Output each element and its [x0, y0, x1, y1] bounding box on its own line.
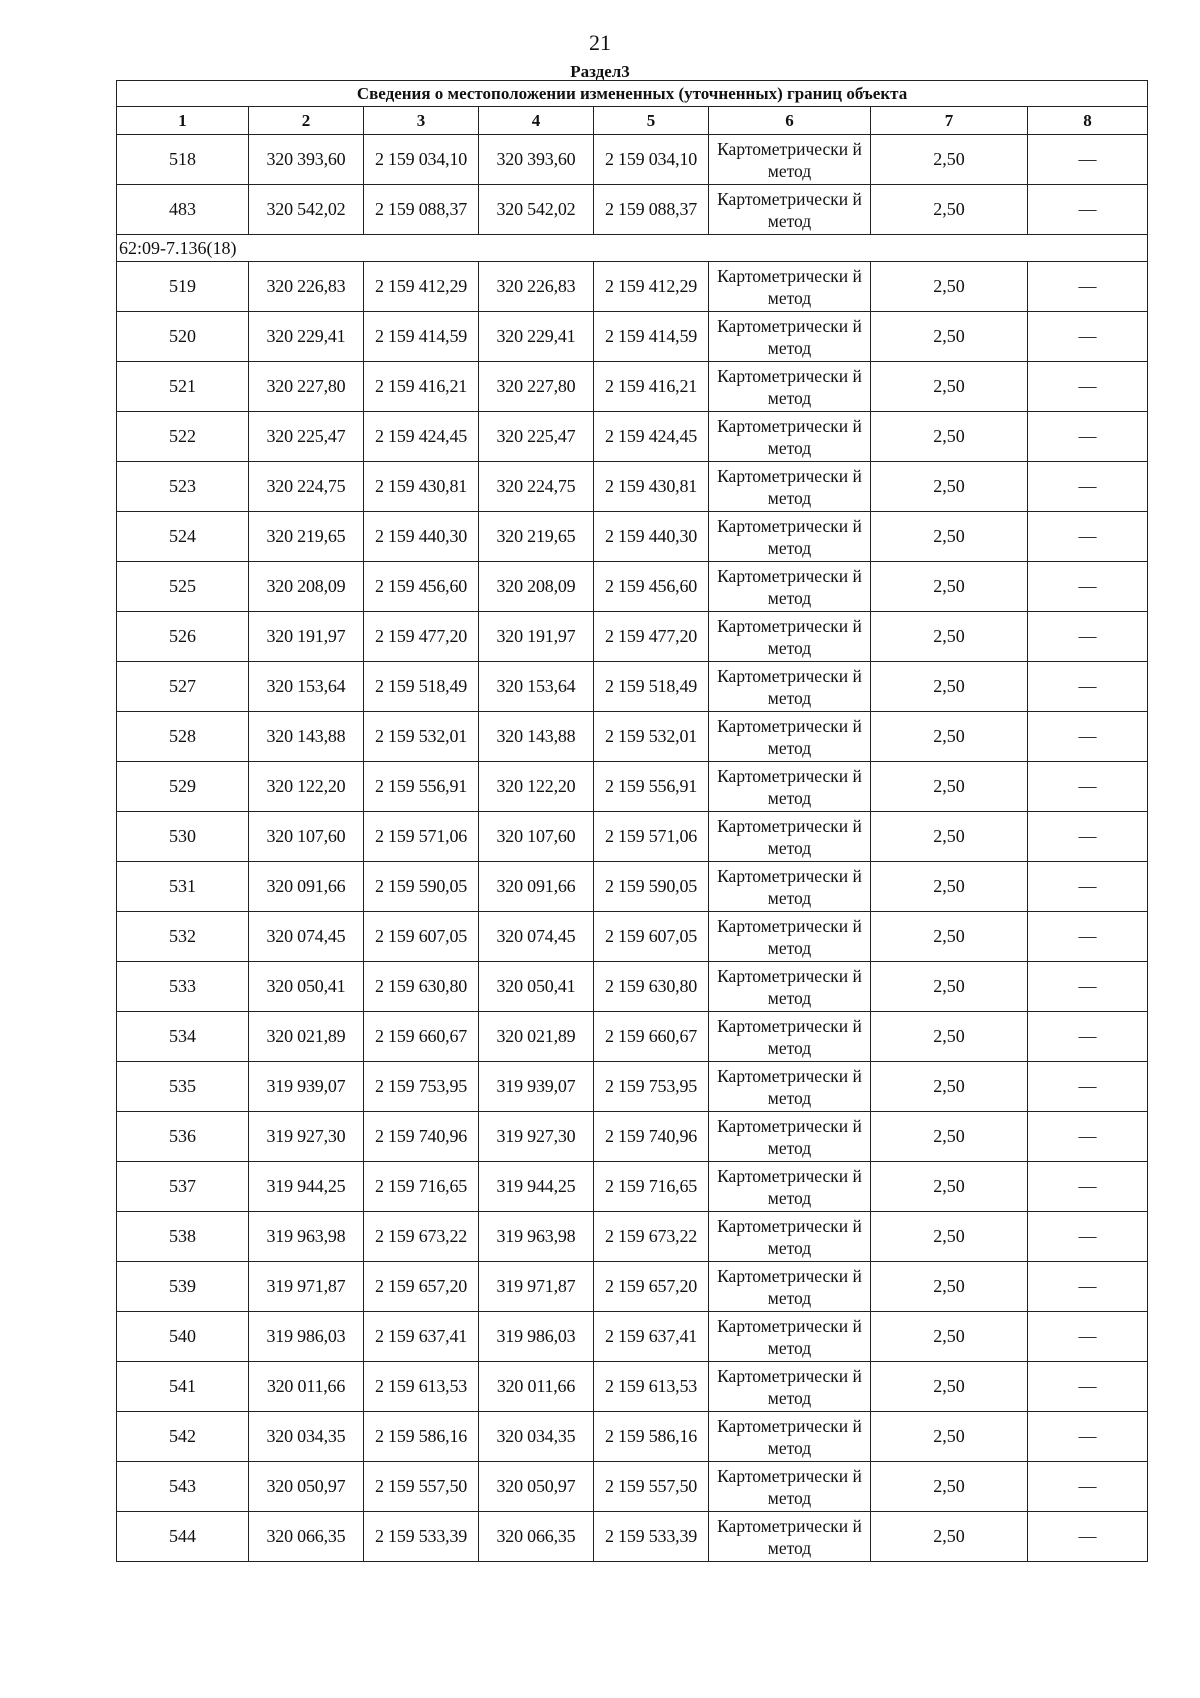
- table-row: [117, 1012, 1148, 1062]
- old-y-cell: 2 159 412,29: [364, 262, 479, 312]
- table-row: [117, 662, 1148, 712]
- new-y-cell: 2 159 533,39: [594, 1512, 709, 1562]
- method-cell: Картометрически й метод: [709, 1462, 871, 1512]
- method-cell: Картометрически й метод: [709, 1412, 871, 1462]
- point-number-cell: 522: [117, 412, 249, 462]
- point-number-cell: 539: [117, 1262, 249, 1312]
- accuracy-cell: 2,50: [871, 1412, 1028, 1462]
- old-x-cell: 320 091,66: [249, 862, 364, 912]
- old-y-cell: 2 159 456,60: [364, 562, 479, 612]
- dash-mark: —: [1078, 149, 1097, 169]
- old-x-cell: 320 208,09: [249, 562, 364, 612]
- dash-mark: —: [1078, 676, 1097, 696]
- point-number-cell: 535: [117, 1062, 249, 1112]
- method-cell: Картометрически й метод: [709, 1262, 871, 1312]
- description-cell: [1028, 1512, 1148, 1562]
- new-y-cell: 2 159 518,49: [594, 662, 709, 712]
- description-cell: [1028, 1012, 1148, 1062]
- new-y-cell: 2 159 477,20: [594, 612, 709, 662]
- method-cell: Картометрически й метод: [709, 712, 871, 762]
- column-number: 2: [249, 107, 364, 135]
- accuracy-cell: 2,50: [871, 1062, 1028, 1112]
- accuracy-cell: 2,50: [871, 1262, 1028, 1312]
- method-cell: Картометрически й метод: [709, 812, 871, 862]
- new-x-cell: 320 393,60: [479, 135, 594, 185]
- column-number: 6: [709, 107, 871, 135]
- description-cell: [1028, 1062, 1148, 1112]
- new-y-cell: 2 159 660,67: [594, 1012, 709, 1062]
- new-x-cell: 320 074,45: [479, 912, 594, 962]
- table-row: [117, 1462, 1148, 1512]
- section-title: Раздел3: [570, 62, 630, 81]
- new-x-cell: 320 107,60: [479, 812, 594, 862]
- accuracy-cell: 2,50: [871, 1462, 1028, 1512]
- table-row: [117, 1062, 1148, 1112]
- old-x-cell: 320 143,88: [249, 712, 364, 762]
- new-y-cell: 2 159 532,01: [594, 712, 709, 762]
- accuracy-cell: 2,50: [871, 912, 1028, 962]
- new-y-cell: 2 159 740,96: [594, 1112, 709, 1162]
- method-cell: Картометрически й метод: [709, 962, 871, 1012]
- new-x-cell: 320 066,35: [479, 1512, 594, 1562]
- new-y-cell: 2 159 557,50: [594, 1462, 709, 1512]
- new-x-cell: 320 219,65: [479, 512, 594, 562]
- method-cell: Картометрически й метод: [709, 462, 871, 512]
- new-x-cell: 319 927,30: [479, 1112, 594, 1162]
- method-cell: Картометрически й метод: [709, 1212, 871, 1262]
- table-row: [117, 362, 1148, 412]
- column-number: 7: [871, 107, 1028, 135]
- description-cell: [1028, 1212, 1148, 1262]
- point-number-cell: 483: [117, 185, 249, 235]
- old-y-cell: 2 159 590,05: [364, 862, 479, 912]
- accuracy-cell: 2,50: [871, 262, 1028, 312]
- point-number-cell: 528: [117, 712, 249, 762]
- method-cell: Картометрически й метод: [709, 912, 871, 962]
- method-cell: Картометрически й метод: [709, 762, 871, 812]
- point-number-cell: 530: [117, 812, 249, 862]
- group-label: 62:09-7.136(18): [117, 235, 1148, 262]
- old-x-cell: 320 050,97: [249, 1462, 364, 1512]
- old-y-cell: 2 159 716,65: [364, 1162, 479, 1212]
- table-row: [117, 862, 1148, 912]
- table-row: [117, 512, 1148, 562]
- new-y-cell: 2 159 088,37: [594, 185, 709, 235]
- point-number-cell: 520: [117, 312, 249, 362]
- table-row: [117, 762, 1148, 812]
- table-row: [117, 1362, 1148, 1412]
- accuracy-cell: 2,50: [871, 1362, 1028, 1412]
- column-number: 3: [364, 107, 479, 135]
- new-x-cell: 320 227,80: [479, 362, 594, 412]
- new-x-cell: 319 971,87: [479, 1262, 594, 1312]
- old-x-cell: 320 074,45: [249, 912, 364, 962]
- dash-mark: —: [1078, 426, 1097, 446]
- dash-mark: —: [1078, 476, 1097, 496]
- old-x-cell: 320 229,41: [249, 312, 364, 362]
- method-cell: Картометрически й метод: [709, 1362, 871, 1412]
- point-number-cell: 521: [117, 362, 249, 412]
- table-row: [117, 1162, 1148, 1212]
- new-x-cell: 320 226,83: [479, 262, 594, 312]
- accuracy-cell: 2,50: [871, 1112, 1028, 1162]
- old-y-cell: 2 159 416,21: [364, 362, 479, 412]
- point-number-cell: 519: [117, 262, 249, 312]
- table-row: [117, 462, 1148, 512]
- new-y-cell: 2 159 412,29: [594, 262, 709, 312]
- table-row: [117, 262, 1148, 312]
- new-x-cell: 319 944,25: [479, 1162, 594, 1212]
- description-cell: [1028, 362, 1148, 412]
- dash-mark: —: [1078, 826, 1097, 846]
- method-cell: Картометрически й метод: [709, 412, 871, 462]
- description-cell: [1028, 462, 1148, 512]
- accuracy-cell: 2,50: [871, 185, 1028, 235]
- table-row: [117, 185, 1148, 235]
- new-x-cell: 320 224,75: [479, 462, 594, 512]
- description-cell: [1028, 1312, 1148, 1362]
- description-cell: [1028, 1112, 1148, 1162]
- column-number: 4: [479, 107, 594, 135]
- new-y-cell: 2 159 590,05: [594, 862, 709, 912]
- old-y-cell: 2 159 557,50: [364, 1462, 479, 1512]
- description-cell: [1028, 612, 1148, 662]
- accuracy-cell: 2,50: [871, 562, 1028, 612]
- point-number-cell: 527: [117, 662, 249, 712]
- method-cell: Картометрически й метод: [709, 612, 871, 662]
- dash-mark: —: [1078, 526, 1097, 546]
- accuracy-cell: 2,50: [871, 962, 1028, 1012]
- dash-mark: —: [1078, 1376, 1097, 1396]
- new-y-cell: 2 159 416,21: [594, 362, 709, 412]
- old-y-cell: 2 159 556,91: [364, 762, 479, 812]
- dash-mark: —: [1078, 726, 1097, 746]
- point-number-cell: 525: [117, 562, 249, 612]
- point-number-cell: 532: [117, 912, 249, 962]
- new-x-cell: 319 986,03: [479, 1312, 594, 1362]
- column-number: 1: [117, 107, 249, 135]
- old-x-cell: 320 542,02: [249, 185, 364, 235]
- dash-mark: —: [1078, 576, 1097, 596]
- point-number-cell: 529: [117, 762, 249, 812]
- accuracy-cell: 2,50: [871, 612, 1028, 662]
- table-row: [117, 1262, 1148, 1312]
- description-cell: [1028, 712, 1148, 762]
- old-x-cell: 320 224,75: [249, 462, 364, 512]
- old-y-cell: 2 159 518,49: [364, 662, 479, 712]
- method-cell: Картометрически й метод: [709, 862, 871, 912]
- description-cell: [1028, 762, 1148, 812]
- point-number-cell: 523: [117, 462, 249, 512]
- new-y-cell: 2 159 430,81: [594, 462, 709, 512]
- table-row: [117, 312, 1148, 362]
- dash-mark: —: [1078, 1476, 1097, 1496]
- point-number-cell: 541: [117, 1362, 249, 1412]
- old-y-cell: 2 159 088,37: [364, 185, 479, 235]
- method-cell: Картометрически й метод: [709, 1112, 871, 1162]
- coordinates-table: [116, 80, 1148, 1562]
- new-y-cell: 2 159 716,65: [594, 1162, 709, 1212]
- old-y-cell: 2 159 571,06: [364, 812, 479, 862]
- new-y-cell: 2 159 424,45: [594, 412, 709, 462]
- accuracy-cell: 2,50: [871, 1512, 1028, 1562]
- old-x-cell: 320 227,80: [249, 362, 364, 412]
- dash-mark: —: [1078, 1326, 1097, 1346]
- description-cell: [1028, 135, 1148, 185]
- new-y-cell: 2 159 637,41: [594, 1312, 709, 1362]
- old-y-cell: 2 159 637,41: [364, 1312, 479, 1362]
- old-x-cell: 319 971,87: [249, 1262, 364, 1312]
- old-x-cell: 320 225,47: [249, 412, 364, 462]
- column-number: 8: [1028, 107, 1148, 135]
- new-x-cell: 319 939,07: [479, 1062, 594, 1112]
- old-x-cell: 320 122,20: [249, 762, 364, 812]
- accuracy-cell: 2,50: [871, 762, 1028, 812]
- point-number-cell: 534: [117, 1012, 249, 1062]
- dash-mark: —: [1078, 1076, 1097, 1096]
- method-cell: Картометрически й метод: [709, 1012, 871, 1062]
- description-cell: [1028, 412, 1148, 462]
- old-y-cell: 2 159 430,81: [364, 462, 479, 512]
- accuracy-cell: 2,50: [871, 512, 1028, 562]
- table-row: [117, 912, 1148, 962]
- table-caption: Сведения о местоположении измененных (уточненных) границ объекта: [117, 81, 1148, 107]
- description-cell: [1028, 912, 1148, 962]
- old-y-cell: 2 159 673,22: [364, 1212, 479, 1262]
- description-cell: [1028, 562, 1148, 612]
- dash-mark: —: [1078, 926, 1097, 946]
- new-x-cell: 320 229,41: [479, 312, 594, 362]
- new-x-cell: 320 153,64: [479, 662, 594, 712]
- dash-mark: —: [1078, 376, 1097, 396]
- method-cell: Картометрически й метод: [709, 1162, 871, 1212]
- description-cell: [1028, 1262, 1148, 1312]
- accuracy-cell: 2,50: [871, 1162, 1028, 1212]
- new-x-cell: 320 091,66: [479, 862, 594, 912]
- table-row: [117, 712, 1148, 762]
- new-x-cell: 320 021,89: [479, 1012, 594, 1062]
- old-x-cell: 320 226,83: [249, 262, 364, 312]
- old-y-cell: 2 159 753,95: [364, 1062, 479, 1112]
- table-row: [117, 562, 1148, 612]
- old-y-cell: 2 159 477,20: [364, 612, 479, 662]
- method-cell: Картометрически й метод: [709, 1062, 871, 1112]
- point-number-cell: 533: [117, 962, 249, 1012]
- group-row: [117, 235, 1148, 262]
- dash-mark: —: [1078, 776, 1097, 796]
- method-cell: Картометрически й метод: [709, 562, 871, 612]
- new-y-cell: 2 159 556,91: [594, 762, 709, 812]
- old-y-cell: 2 159 440,30: [364, 512, 479, 562]
- method-cell: Картометрически й метод: [709, 362, 871, 412]
- description-cell: [1028, 312, 1148, 362]
- accuracy-cell: 2,50: [871, 362, 1028, 412]
- new-x-cell: 320 050,41: [479, 962, 594, 1012]
- old-x-cell: 319 927,30: [249, 1112, 364, 1162]
- old-y-cell: 2 159 532,01: [364, 712, 479, 762]
- dash-mark: —: [1078, 1126, 1097, 1146]
- old-x-cell: 320 066,35: [249, 1512, 364, 1562]
- old-y-cell: 2 159 586,16: [364, 1412, 479, 1462]
- table-row: [117, 1112, 1148, 1162]
- method-cell: Картометрически й метод: [709, 1512, 871, 1562]
- accuracy-cell: 2,50: [871, 462, 1028, 512]
- point-number-cell: 540: [117, 1312, 249, 1362]
- old-y-cell: 2 159 533,39: [364, 1512, 479, 1562]
- old-x-cell: 320 107,60: [249, 812, 364, 862]
- old-y-cell: 2 159 630,80: [364, 962, 479, 1012]
- description-cell: [1028, 1412, 1148, 1462]
- table-row: [117, 1412, 1148, 1462]
- table-row: [117, 412, 1148, 462]
- column-number: 5: [594, 107, 709, 135]
- description-cell: [1028, 1162, 1148, 1212]
- accuracy-cell: 2,50: [871, 712, 1028, 762]
- old-y-cell: 2 159 424,45: [364, 412, 479, 462]
- method-cell: Картометрически й метод: [709, 512, 871, 562]
- method-cell: Картометрически й метод: [709, 1312, 871, 1362]
- description-cell: [1028, 862, 1148, 912]
- accuracy-cell: 2,50: [871, 812, 1028, 862]
- dash-mark: —: [1078, 1226, 1097, 1246]
- old-x-cell: 320 393,60: [249, 135, 364, 185]
- old-x-cell: 320 011,66: [249, 1362, 364, 1412]
- new-y-cell: 2 159 456,60: [594, 562, 709, 612]
- new-x-cell: 320 225,47: [479, 412, 594, 462]
- old-y-cell: 2 159 613,53: [364, 1362, 479, 1412]
- old-y-cell: 2 159 034,10: [364, 135, 479, 185]
- new-x-cell: 319 963,98: [479, 1212, 594, 1262]
- point-number-cell: 542: [117, 1412, 249, 1462]
- new-y-cell: 2 159 034,10: [594, 135, 709, 185]
- dash-mark: —: [1078, 976, 1097, 996]
- description-cell: [1028, 812, 1148, 862]
- point-number-cell: 538: [117, 1212, 249, 1262]
- dash-mark: —: [1078, 1276, 1097, 1296]
- accuracy-cell: 2,50: [871, 662, 1028, 712]
- dash-mark: —: [1078, 1426, 1097, 1446]
- old-y-cell: 2 159 607,05: [364, 912, 479, 962]
- method-cell: Картометрически й метод: [709, 185, 871, 235]
- accuracy-cell: 2,50: [871, 862, 1028, 912]
- table-row: [117, 612, 1148, 662]
- new-y-cell: 2 159 673,22: [594, 1212, 709, 1262]
- point-number-cell: 536: [117, 1112, 249, 1162]
- dash-mark: —: [1078, 1026, 1097, 1046]
- method-cell: Картометрически й метод: [709, 312, 871, 362]
- new-y-cell: 2 159 440,30: [594, 512, 709, 562]
- dash-mark: —: [1078, 876, 1097, 896]
- table-row: [117, 1512, 1148, 1562]
- new-x-cell: 320 143,88: [479, 712, 594, 762]
- new-y-cell: 2 159 607,05: [594, 912, 709, 962]
- description-cell: [1028, 662, 1148, 712]
- table-body: [117, 135, 1148, 1562]
- accuracy-cell: 2,50: [871, 312, 1028, 362]
- new-y-cell: 2 159 586,16: [594, 1412, 709, 1462]
- dash-mark: —: [1078, 1176, 1097, 1196]
- description-cell: [1028, 1362, 1148, 1412]
- point-number-cell: 524: [117, 512, 249, 562]
- old-y-cell: 2 159 740,96: [364, 1112, 479, 1162]
- table-row: [117, 1212, 1148, 1262]
- old-x-cell: 320 050,41: [249, 962, 364, 1012]
- new-y-cell: 2 159 414,59: [594, 312, 709, 362]
- method-cell: Картометрически й метод: [709, 135, 871, 185]
- description-cell: [1028, 1462, 1148, 1512]
- accuracy-cell: 2,50: [871, 135, 1028, 185]
- point-number-cell: 526: [117, 612, 249, 662]
- description-cell: [1028, 962, 1148, 1012]
- old-x-cell: 320 191,97: [249, 612, 364, 662]
- old-x-cell: 320 219,65: [249, 512, 364, 562]
- old-x-cell: 319 939,07: [249, 1062, 364, 1112]
- point-number-cell: 518: [117, 135, 249, 185]
- new-y-cell: 2 159 657,20: [594, 1262, 709, 1312]
- table-row: [117, 962, 1148, 1012]
- description-cell: [1028, 185, 1148, 235]
- new-x-cell: 320 208,09: [479, 562, 594, 612]
- dash-mark: —: [1078, 1526, 1097, 1546]
- new-x-cell: 320 542,02: [479, 185, 594, 235]
- new-x-cell: 320 011,66: [479, 1362, 594, 1412]
- accuracy-cell: 2,50: [871, 412, 1028, 462]
- method-cell: Картометрически й метод: [709, 662, 871, 712]
- point-number-cell: 537: [117, 1162, 249, 1212]
- table-row: [117, 135, 1148, 185]
- dash-mark: —: [1078, 326, 1097, 346]
- method-cell: Картометрически й метод: [709, 262, 871, 312]
- new-y-cell: 2 159 571,06: [594, 812, 709, 862]
- description-cell: [1028, 262, 1148, 312]
- new-x-cell: 320 122,20: [479, 762, 594, 812]
- point-number-cell: 543: [117, 1462, 249, 1512]
- new-x-cell: 320 191,97: [479, 612, 594, 662]
- old-x-cell: 319 944,25: [249, 1162, 364, 1212]
- table-row: [117, 812, 1148, 862]
- dash-mark: —: [1078, 199, 1097, 219]
- new-x-cell: 320 050,97: [479, 1462, 594, 1512]
- point-number-cell: 531: [117, 862, 249, 912]
- dash-mark: —: [1078, 276, 1097, 296]
- new-x-cell: 320 034,35: [479, 1412, 594, 1462]
- accuracy-cell: 2,50: [871, 1312, 1028, 1362]
- old-y-cell: 2 159 414,59: [364, 312, 479, 362]
- table-row: [117, 1312, 1148, 1362]
- old-x-cell: 320 153,64: [249, 662, 364, 712]
- new-y-cell: 2 159 753,95: [594, 1062, 709, 1112]
- new-y-cell: 2 159 630,80: [594, 962, 709, 1012]
- page-number: 21: [589, 30, 611, 55]
- old-x-cell: 320 021,89: [249, 1012, 364, 1062]
- old-y-cell: 2 159 657,20: [364, 1262, 479, 1312]
- old-x-cell: 320 034,35: [249, 1412, 364, 1462]
- point-number-cell: 544: [117, 1512, 249, 1562]
- accuracy-cell: 2,50: [871, 1012, 1028, 1062]
- description-cell: [1028, 512, 1148, 562]
- old-y-cell: 2 159 660,67: [364, 1012, 479, 1062]
- accuracy-cell: 2,50: [871, 1212, 1028, 1262]
- old-x-cell: 319 963,98: [249, 1212, 364, 1262]
- new-y-cell: 2 159 613,53: [594, 1362, 709, 1412]
- dash-mark: —: [1078, 626, 1097, 646]
- old-x-cell: 319 986,03: [249, 1312, 364, 1362]
